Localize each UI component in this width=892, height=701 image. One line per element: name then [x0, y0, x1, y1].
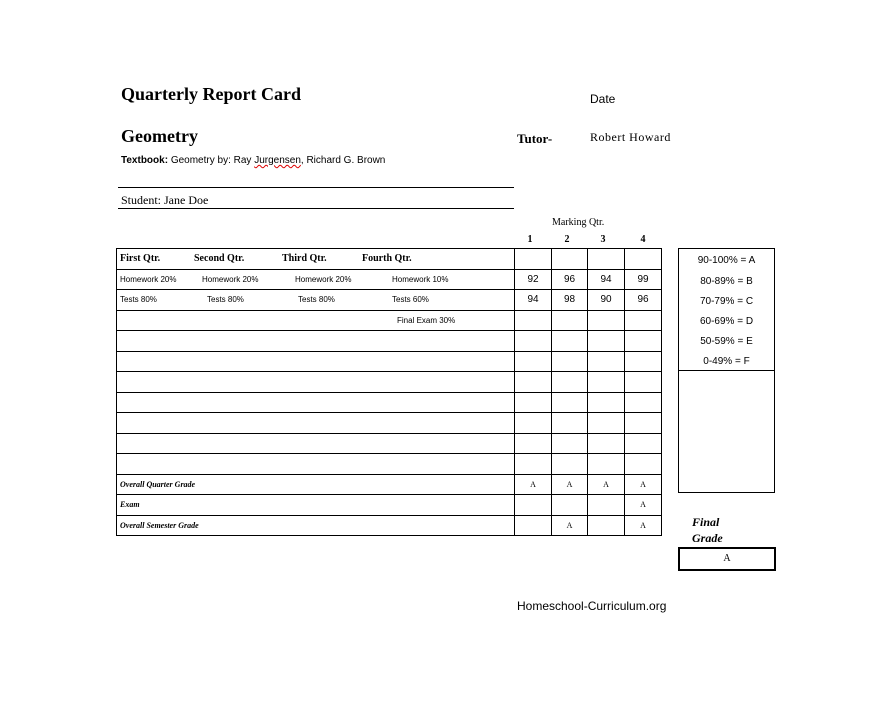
score-cell[interactable]	[588, 331, 625, 352]
divider-top	[118, 187, 514, 188]
table-row	[117, 474, 662, 495]
final-grade-label-line1: Final	[692, 515, 720, 529]
final-grade-box[interactable]: A	[678, 547, 776, 571]
tests-labels-cell	[117, 290, 515, 311]
exam-grade[interactable]	[588, 495, 625, 516]
score-cell[interactable]	[588, 413, 625, 434]
table-row	[117, 433, 662, 454]
marking-qtr-label: Marking Qtr.	[552, 217, 605, 228]
blank-cell[interactable]	[117, 454, 515, 475]
homework-label: Homework 20%	[120, 274, 177, 284]
score-cell[interactable]	[625, 433, 662, 454]
homework-label: Homework 20%	[202, 274, 259, 284]
score-cell[interactable]	[515, 433, 552, 454]
score-cell[interactable]	[552, 249, 588, 270]
homework-score[interactable]: 96	[552, 269, 588, 290]
textbook-author: Jurgensen	[254, 155, 301, 166]
table-row	[117, 290, 662, 311]
overall-quarter-grade[interactable]: A	[552, 474, 588, 495]
blank-cell[interactable]	[117, 413, 515, 434]
score-cell[interactable]	[625, 372, 662, 393]
homework-score[interactable]: 94	[588, 269, 625, 290]
score-cell[interactable]	[552, 372, 588, 393]
grade-scale-item: 80-89% = B	[700, 276, 753, 287]
score-cell[interactable]	[625, 351, 662, 372]
report-title: Quarterly Report Card	[121, 84, 301, 104]
grade-scale-box	[678, 248, 775, 493]
homework-labels-cell	[117, 269, 515, 290]
table-row	[117, 310, 662, 331]
score-cell[interactable]	[515, 310, 552, 331]
score-cell[interactable]	[515, 392, 552, 413]
textbook-prefix: Geometry by: Ray	[168, 155, 255, 166]
table-row	[117, 249, 662, 270]
homework-score[interactable]: 99	[625, 269, 662, 290]
tests-label: Tests 60%	[392, 295, 429, 305]
exam-grade[interactable]: A	[625, 495, 662, 516]
score-cell[interactable]	[588, 454, 625, 475]
quarter-header: Fourth Qtr.	[362, 253, 412, 265]
overall-quarter-grade[interactable]: A	[515, 474, 552, 495]
overall-semester-grade[interactable]	[588, 515, 625, 536]
grade-scale-item: 60-69% = D	[699, 316, 754, 327]
final-exam-cell	[117, 310, 515, 331]
quarter-header: Third Qtr.	[282, 253, 327, 265]
table-row	[117, 372, 662, 393]
grade-scale-list	[679, 249, 774, 371]
quarter-number: 4	[640, 234, 646, 245]
footer-source: Homeschool-Curriculum.org	[517, 599, 667, 613]
table-row	[117, 413, 662, 434]
subject-title: Geometry	[121, 126, 198, 146]
score-cell[interactable]	[625, 413, 662, 434]
table-row	[117, 351, 662, 372]
score-cell[interactable]	[588, 249, 625, 270]
exam-grade[interactable]	[552, 495, 588, 516]
score-cell[interactable]	[625, 331, 662, 352]
tutor-label: Tutor-	[517, 131, 553, 146]
score-cell[interactable]	[588, 351, 625, 372]
overall-quarter-label: Overall Quarter Grade	[117, 474, 515, 495]
overall-semester-grade[interactable]	[515, 515, 552, 536]
grades-table	[116, 248, 662, 536]
tests-score[interactable]: 98	[552, 290, 588, 311]
grade-scale-item: 70-79% = C	[699, 296, 754, 307]
tests-score[interactable]: 94	[515, 290, 552, 311]
score-cell[interactable]	[588, 310, 625, 331]
table-row	[117, 392, 662, 413]
exam-grade[interactable]	[515, 495, 552, 516]
score-cell[interactable]	[515, 331, 552, 352]
table-row	[117, 454, 662, 475]
score-cell[interactable]	[515, 351, 552, 372]
overall-semester-grade[interactable]: A	[625, 515, 662, 536]
blank-cell[interactable]	[117, 433, 515, 454]
quarter-header: Second Qtr.	[194, 253, 245, 265]
score-cell[interactable]	[625, 392, 662, 413]
divider-student	[118, 208, 514, 209]
textbook-suffix: , Richard G. Brown	[300, 155, 386, 166]
quarter-headers-cell	[117, 249, 515, 270]
grade-scale-item: 0-49% = F	[703, 356, 750, 367]
overall-quarter-grade[interactable]: A	[625, 474, 662, 495]
score-cell[interactable]	[552, 413, 588, 434]
tests-label: Tests 80%	[207, 295, 244, 305]
homework-label: Homework 10%	[392, 274, 449, 284]
quarter-number: 2	[564, 234, 570, 245]
tests-score[interactable]: 90	[588, 290, 625, 311]
blank-cell[interactable]	[117, 372, 515, 393]
overall-semester-grade[interactable]: A	[552, 515, 588, 536]
score-cell[interactable]	[552, 433, 588, 454]
score-cell[interactable]	[625, 310, 662, 331]
grade-scale-item: 50-59% = E	[700, 336, 753, 347]
blank-cell[interactable]	[117, 392, 515, 413]
quarter-number: 1	[527, 234, 533, 245]
score-cell[interactable]	[515, 249, 552, 270]
score-cell[interactable]	[588, 372, 625, 393]
tests-score[interactable]: 96	[625, 290, 662, 311]
table-row	[117, 269, 662, 290]
date-label: Date	[590, 92, 616, 106]
score-cell[interactable]	[625, 454, 662, 475]
final-exam-label: Final Exam 30%	[397, 315, 456, 325]
grade-scale-item: 90-100% = A	[697, 255, 756, 266]
textbook-line	[121, 155, 385, 166]
quarter-header: First Qtr.	[120, 253, 161, 265]
textbook-label: Textbook:	[121, 155, 169, 166]
homework-label: Homework 20%	[295, 274, 352, 284]
score-cell[interactable]	[515, 454, 552, 475]
score-cell[interactable]	[588, 392, 625, 413]
tests-label: Tests 80%	[298, 295, 335, 305]
student-name: Student: Jane Doe	[121, 193, 209, 207]
exam-label: Exam	[117, 495, 515, 516]
score-cell[interactable]	[625, 249, 662, 270]
score-cell[interactable]	[588, 433, 625, 454]
overall-semester-label: Overall Semester Grade	[117, 515, 515, 536]
overall-quarter-grade[interactable]: A	[588, 474, 625, 495]
tutor-name: Robert Howard	[590, 130, 671, 144]
table-row	[117, 331, 662, 352]
final-grade-label-line2: Grade	[692, 531, 723, 545]
quarter-number: 3	[600, 234, 606, 245]
score-cell[interactable]	[515, 413, 552, 434]
score-cell[interactable]	[552, 454, 588, 475]
table-row	[117, 515, 662, 536]
score-cell[interactable]	[552, 351, 588, 372]
score-cell[interactable]	[515, 372, 552, 393]
score-cell[interactable]	[552, 331, 588, 352]
table-row	[117, 495, 662, 516]
blank-cell[interactable]	[117, 331, 515, 352]
score-cell[interactable]	[552, 310, 588, 331]
score-cell[interactable]	[552, 392, 588, 413]
tests-label: Tests 80%	[120, 295, 157, 305]
blank-cell[interactable]	[117, 351, 515, 372]
final-grade-label	[692, 514, 723, 546]
homework-score[interactable]: 92	[515, 269, 552, 290]
